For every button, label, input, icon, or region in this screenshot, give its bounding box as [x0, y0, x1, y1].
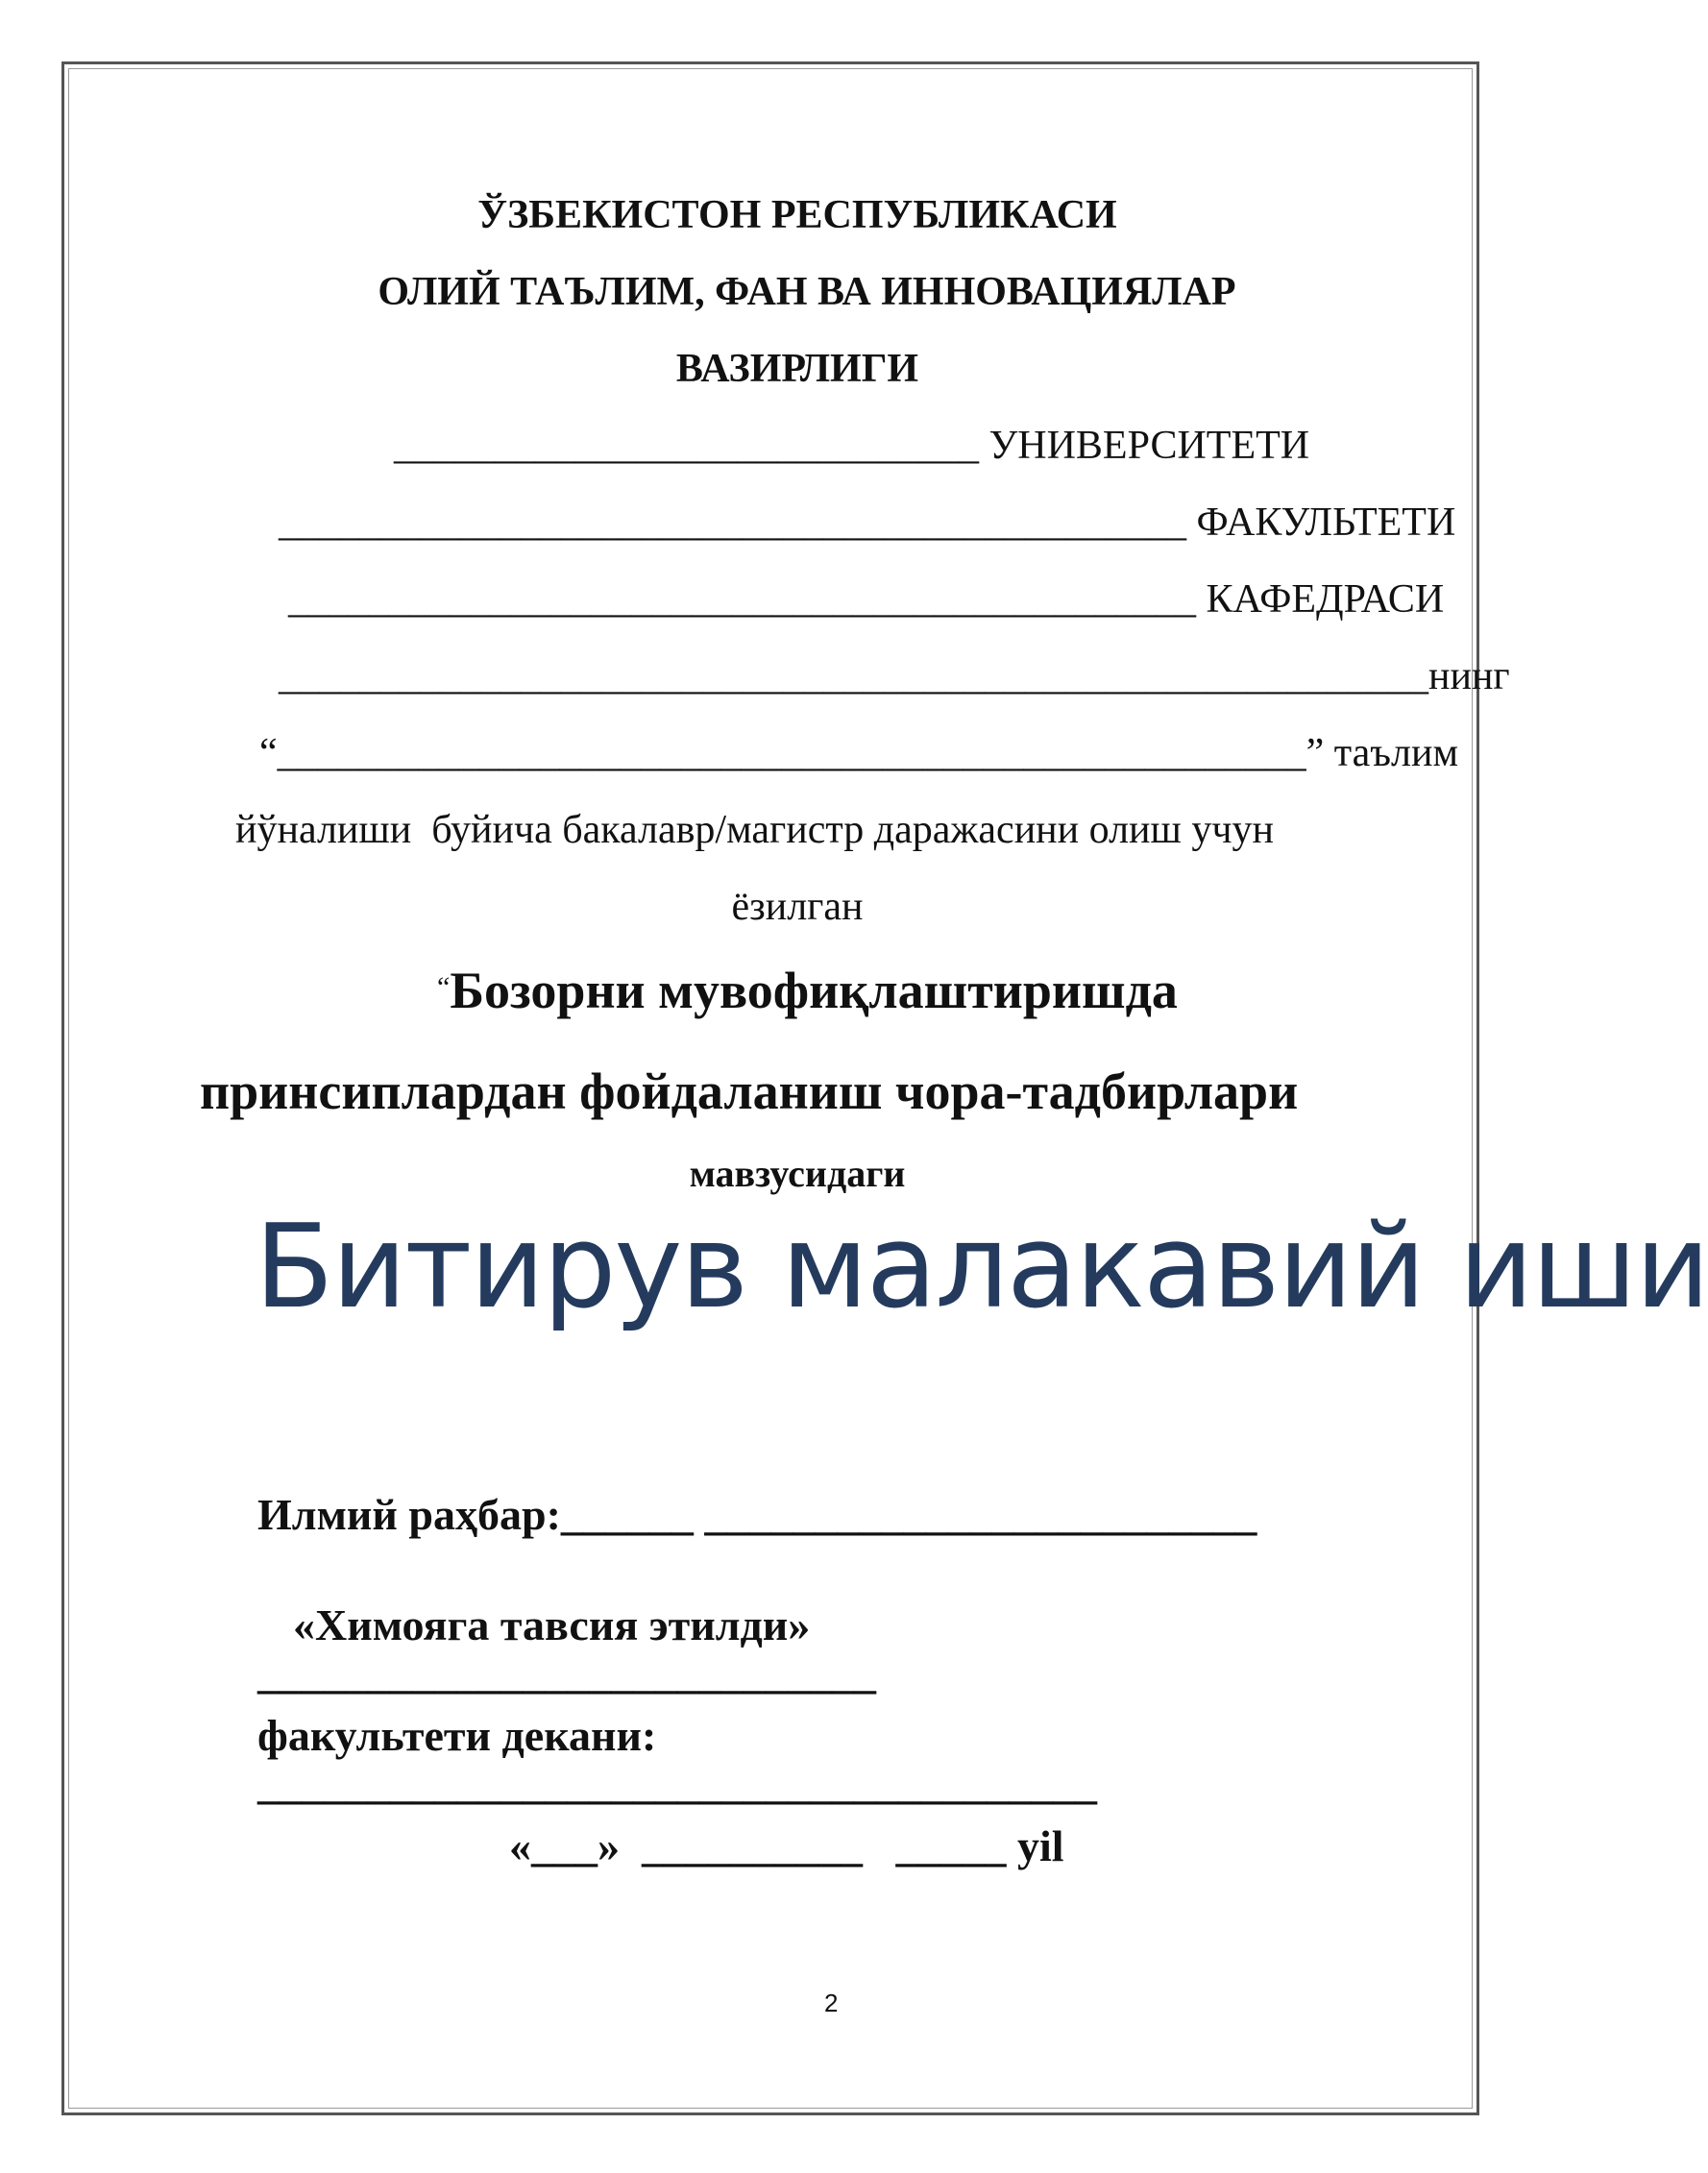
faculty-blank: _____________________________________________ ФАКУЛЬТЕТИ	[279, 501, 1456, 545]
degree-text-cont: ёзилган	[731, 885, 864, 929]
degree-text: йўналиши буйича бакалавр/магистр даражасини олиш учун	[235, 808, 1274, 852]
topic-line-1	[437, 961, 1178, 1020]
work-title: Битирув малакавий иши	[255, 1201, 1708, 1334]
topic-line-2: принсиплардан фойдаланиш чора-тадбирлари	[200, 1062, 1299, 1120]
topic-text-1: Бозорни мувофиқлаштиришда	[450, 962, 1178, 1019]
header-country: ЎЗБЕКИСТОН РЕСПУБЛИКАСИ	[477, 193, 1117, 237]
university-blank: _____________________________ УНИВЕРСИТЕТИ	[394, 424, 1310, 468]
recommended-label: «Химояга тавсия этилди»	[293, 1600, 811, 1649]
topic-open-quote: “	[437, 971, 451, 1003]
header-ministry: ОЛИЙ ТАЪЛИМ, ФАН ВА ИННОВАЦИЯЛАР	[378, 270, 1236, 314]
department-blank: _____________________________________________ КАФЕДРАСИ	[288, 577, 1445, 622]
header-ministry-cont: ВАЗИРЛИГИ	[675, 347, 919, 391]
direction-blank: “___________________________________________________” таълим	[259, 731, 1459, 775]
dean-label: факультети декани:	[257, 1711, 657, 1760]
student-blank: _________________________________________________________нинг	[279, 654, 1510, 698]
topic-suffix: мавзусидаги	[689, 1152, 906, 1195]
signature-blank-1: ____________________________	[257, 1648, 876, 1697]
advisor-line: Илмий раҳбар:______ _________________________	[257, 1490, 1257, 1539]
page-number: 2	[824, 1989, 839, 2017]
signature-blank-2: ______________________________________	[257, 1759, 1097, 1808]
date-line: «___» __________ _____ yil	[509, 1821, 1064, 1870]
